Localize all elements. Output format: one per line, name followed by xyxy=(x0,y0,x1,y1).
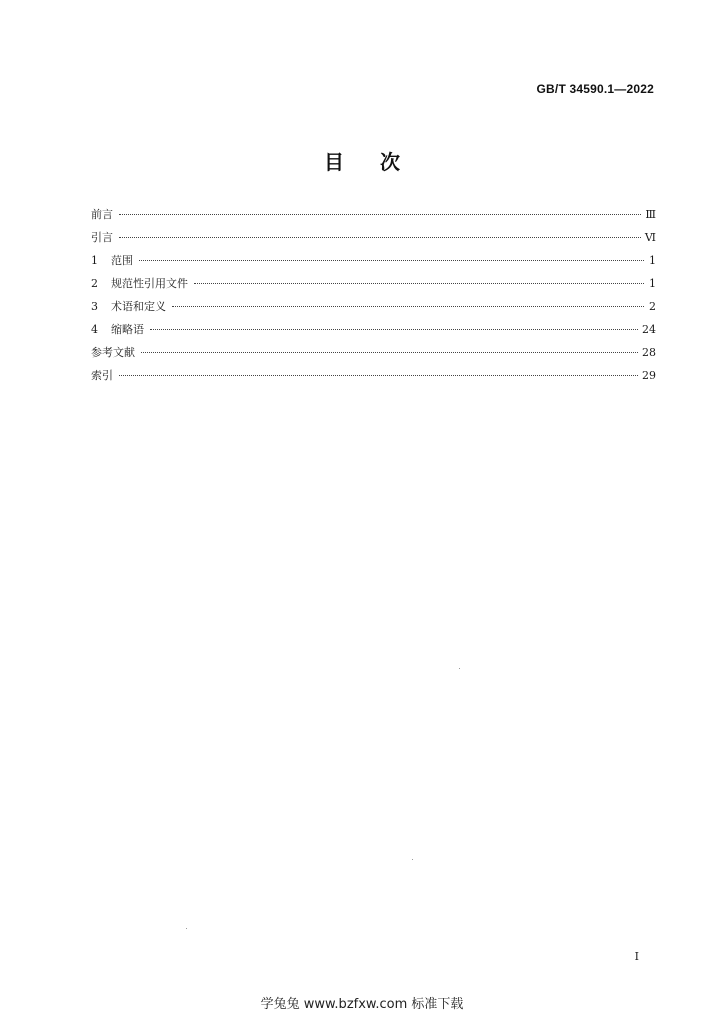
scan-speck xyxy=(186,928,187,929)
toc-entry-label: 引言 xyxy=(91,231,113,244)
standard-number: GB/T 34590.1—2022 xyxy=(536,82,654,96)
dot-leader xyxy=(119,374,638,376)
toc-entry-label: 术语和定义 xyxy=(111,300,166,313)
toc-entry-label: 参考文献 xyxy=(91,346,135,359)
page-number: Ⅰ xyxy=(634,950,639,963)
toc-entry-foreword[interactable] xyxy=(91,206,656,229)
toc-entry-label: 缩略语 xyxy=(111,323,144,336)
page-title: 目次 xyxy=(324,150,436,174)
dot-leader xyxy=(119,236,641,238)
dot-leader xyxy=(172,305,644,307)
footer-watermark: 学兔兔 www.bzfxw.com 标准下载 xyxy=(260,997,464,1012)
toc-entry-label: 规范性引用文件 xyxy=(111,277,188,290)
dot-leader xyxy=(194,282,644,284)
toc-entry-bibliography[interactable] xyxy=(91,344,656,367)
dot-leader xyxy=(139,259,644,261)
toc-entry-page: 29 xyxy=(642,369,656,382)
toc-entry-page: Ⅲ xyxy=(645,208,656,221)
toc-entry-number: 1 xyxy=(91,254,98,267)
dot-leader xyxy=(150,328,638,330)
scan-speck xyxy=(412,859,413,860)
toc-entry-label: 前言 xyxy=(91,208,113,221)
toc-entry-abbreviations[interactable] xyxy=(91,321,656,344)
toc-entry-page: 1 xyxy=(649,277,656,290)
toc-entry-introduction[interactable] xyxy=(91,229,656,252)
toc-entry-number: 2 xyxy=(91,277,98,290)
toc-entry-page: 24 xyxy=(642,323,656,336)
toc-entry-terms-and-definitions[interactable] xyxy=(91,298,656,321)
toc-entry-label: 范围 xyxy=(111,254,133,267)
toc-entry-scope[interactable] xyxy=(91,252,656,275)
toc-entry-number: 4 xyxy=(91,323,98,336)
toc-entry-page: Ⅵ xyxy=(644,231,656,244)
toc-entry-number: 3 xyxy=(91,300,98,313)
toc-entry-page: 1 xyxy=(649,254,656,267)
dot-leader xyxy=(119,213,641,215)
toc-entry-normative-references[interactable] xyxy=(91,275,656,298)
toc-entry-page: 2 xyxy=(649,300,656,313)
scan-speck xyxy=(459,668,460,669)
table-of-contents xyxy=(91,206,656,390)
toc-entry-index[interactable] xyxy=(91,367,656,390)
toc-entry-label: 索引 xyxy=(91,369,113,382)
toc-entry-page: 28 xyxy=(642,346,656,359)
dot-leader xyxy=(141,351,638,353)
